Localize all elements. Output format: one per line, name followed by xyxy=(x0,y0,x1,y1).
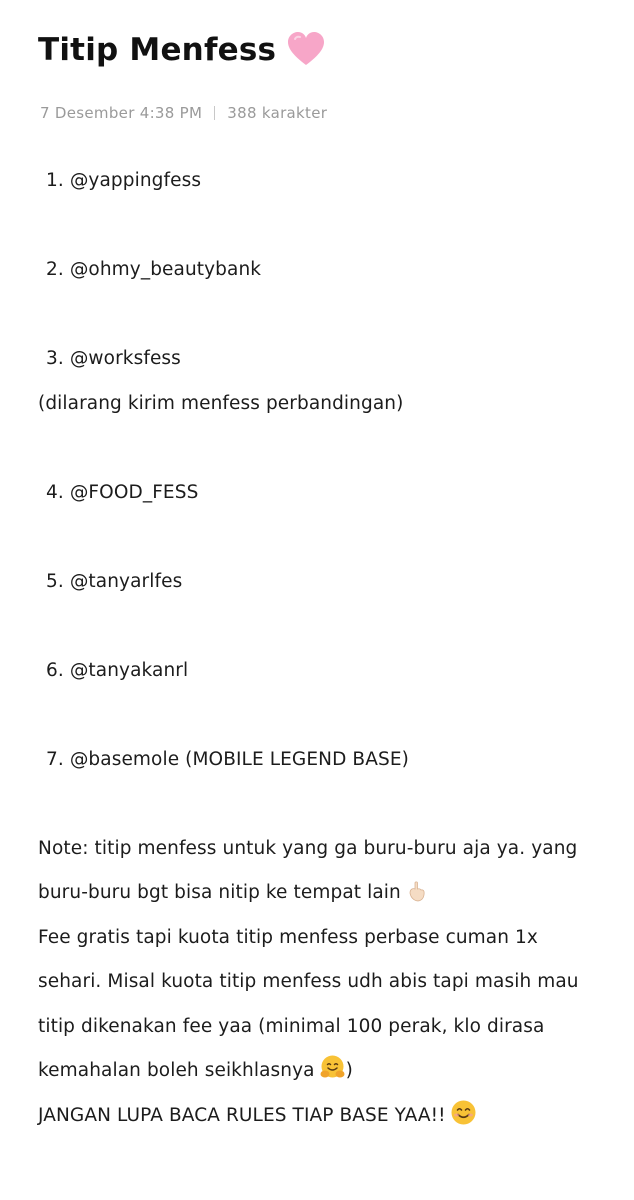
paragraph-line: Note: titip menfess untuk yang ga buru-buru aja ya. yang xyxy=(38,837,578,859)
list-item-note: (dilarang kirim menfess perbandingan) xyxy=(38,392,404,414)
paragraph-line: JANGAN LUPA BACA RULES TIAP BASE YAA!! xyxy=(38,1094,608,1139)
list-item: 2. @ohmy_beautybank xyxy=(46,259,262,280)
list-item: 1. @yappingfess xyxy=(46,170,202,191)
pointing-hand-icon xyxy=(405,879,429,903)
note-char-count: 388 karakter xyxy=(227,104,328,122)
list-item: 7. @basemole (MOBILE LEGEND BASE) xyxy=(46,748,409,770)
paragraph-line: sehari. Misal kuota titip menfess udh abis tapi masih mau xyxy=(38,971,579,992)
paragraph-line: buru-buru bgt bisa nitip ke tempat lain xyxy=(38,871,608,916)
note-meta xyxy=(40,104,327,122)
note-body[interactable] xyxy=(38,159,608,1138)
paragraph-line: titip dikenakan fee yaa (minimal 100 perak, klo dirasa xyxy=(38,1015,545,1037)
note-title[interactable]: Titip Menfess xyxy=(38,32,277,68)
meta-divider xyxy=(214,106,215,120)
hugging-face-icon xyxy=(319,1054,346,1081)
paragraph-line: Fee gratis tapi kuota titip menfess perbase cuman 1x xyxy=(38,926,538,948)
note-date: 7 Desember 4:38 PM xyxy=(40,104,203,122)
list-item: 6. @tanyakanrl xyxy=(46,659,189,681)
paragraph-line: kemahalan boleh seikhlasnya ) xyxy=(38,1049,608,1094)
list-item: 5. @tanyarlfes xyxy=(46,570,183,592)
pink-heart-icon xyxy=(286,30,326,70)
list-item: 3. @worksfess xyxy=(46,348,181,369)
list-item: 4. @FOOD_FESS xyxy=(46,481,199,503)
smiling-face-icon xyxy=(450,1099,477,1126)
title-row xyxy=(38,30,326,70)
